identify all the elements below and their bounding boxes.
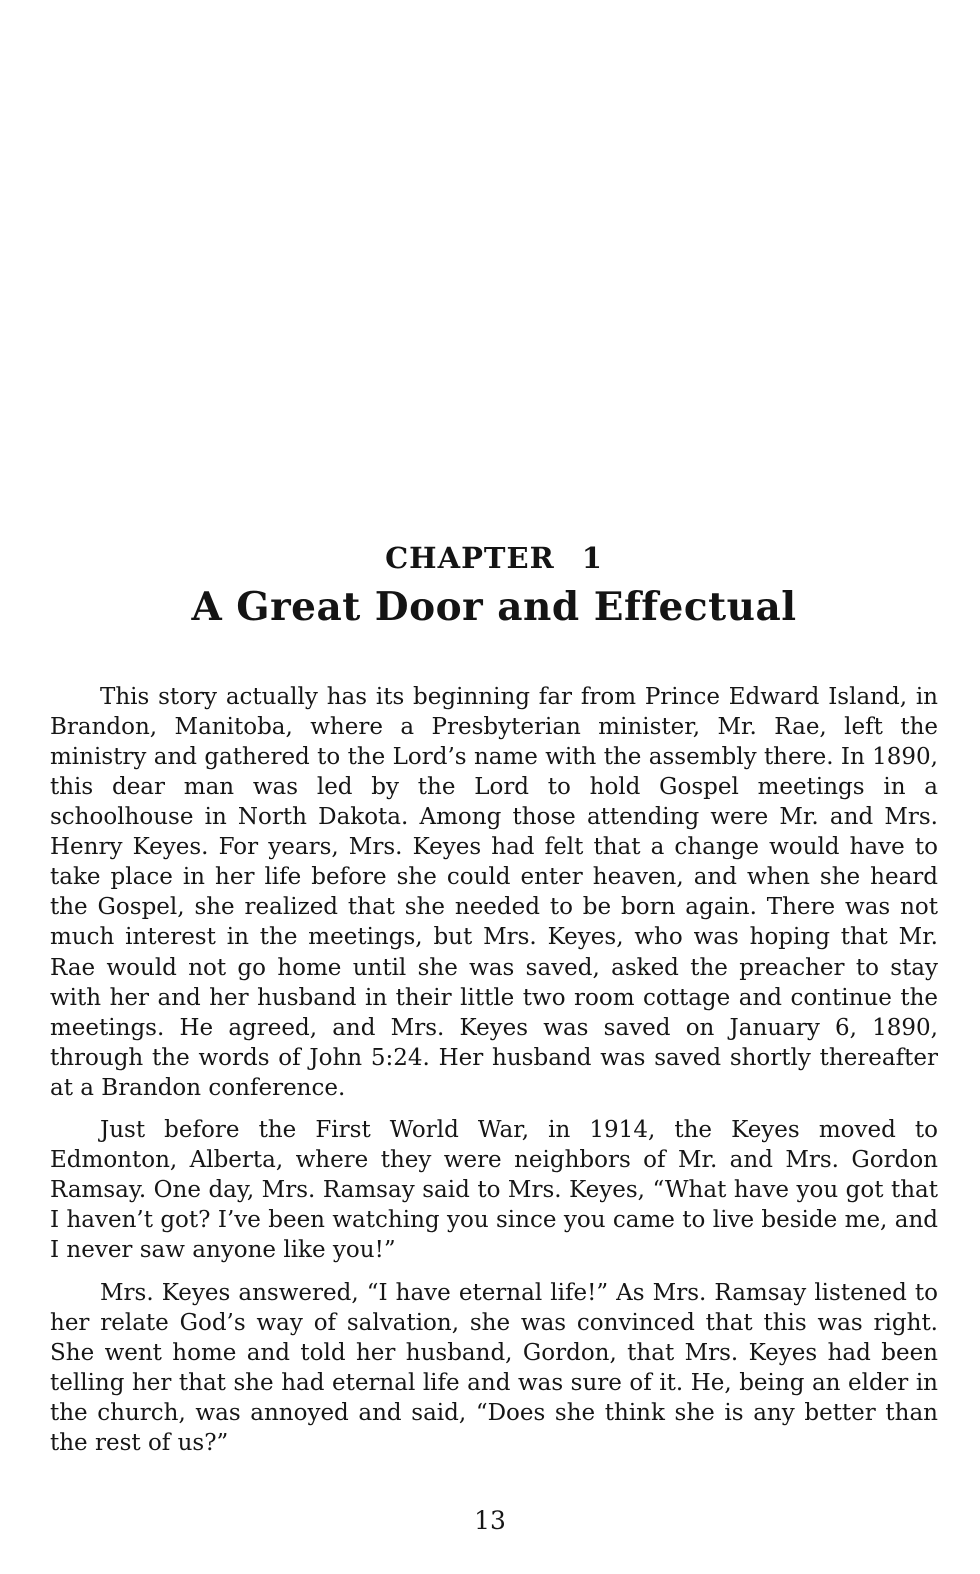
chapter-body <box>50 682 938 1458</box>
paragraph-2: Just before the First World War, in 1914, the Keyes moved to Edmonton, Alberta, where they were neighbors of Mr. and Mrs. Gordon Ramsay. One day, Mrs. Ramsay said to Mrs. Keyes, “What have you got that I haven’t got? I’ve been watching you since you came to live beside me, and I never saw anyone like you!” <box>50 1117 938 1264</box>
page-number: 13 <box>474 1506 506 1535</box>
paragraph-1: This story actually has its beginning far from Prince Edward Island, in Brandon, Manitoba, where a Presbyterian minister, Mr. Rae, left the ministry and gathered to the Lord’s name with the assembly there. In 1890, this dear man was led by the Lord to hold Gospel meetings in a schoolhouse in North Dakota. Among those attending were Mr. and Mrs. Henry Keyes. For years, Mrs. Keyes had felt that a change would have to take place in her life before she could enter heaven, and when she heard the Gospel, she realized that she needed to be born again. There was not much interest in the meetings, but Mrs. Keyes, who was hoping that Mr. Rae would not go home until she was saved, asked the preacher to stay with her and her husband in their little two room cottage and continue the meetings. He agreed, and Mrs. Keyes was saved on January 6, 1890, through the words of John 5:24. Her husband was saved shortly thereafter at a Brandon conference. <box>50 683 938 1101</box>
chapter-header <box>50 543 938 630</box>
paragraph-3: Mrs. Keyes answered, “I have eternal life!” As Mrs. Ramsay listened to her relate God’s way of salvation, she was convinced that this was right. She went home and told her husband, Gordon, that Mrs. Keyes had been telling her that she had eternal life and was sure of it. He, being an elder in the church, was annoyed and said, “Does she think she is any better than the rest of us?” <box>50 1279 938 1456</box>
chapter-label: CHAPTER 1 <box>385 541 603 575</box>
chapter-title: A Great Door and Effectual <box>191 583 797 630</box>
